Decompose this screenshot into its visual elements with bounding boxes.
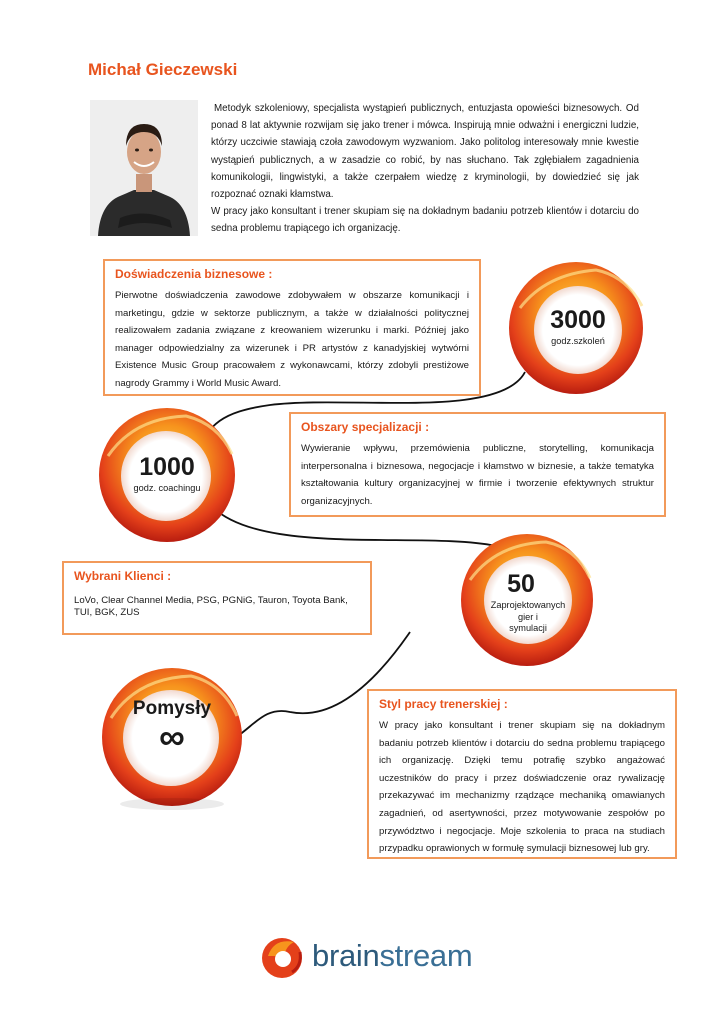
clients-body: LoVo, Clear Channel Media, PSG, PGNiG, Tauron, Toyota Bank, TUI, BGK, ZUS: [74, 595, 348, 618]
person-name: Michał Gieczewski: [88, 60, 238, 79]
stat-ring-games: [456, 530, 598, 670]
stat-value: 1000: [139, 453, 195, 481]
bio-paragraph: Metodyk szkoleniowy, specjalista wystąpień publicznych, entuzjasta opowieści biznesowych. Od ponad 8 lat aktywnie rozwijam się jako trener i mówca. Inspirują mnie odważni i energiczni ludzie, którzy uczciwie stawiają czoła zawodowym wyzwaniom. Jako politolog interesowały mnie kwestie wystąpień publicznych, a w zasadzie co robić, by nas słuchano. Tak zgłębiałem zagadnienia komunikologii, lingwistyki, a także czerpałem wiedzę z kryminologii, by dowiedzieć się jak rozpoznać oznaki kłamstwa.: [211, 103, 639, 201]
clients-box: [62, 561, 372, 635]
clients-title: Wybrani Klienci :: [74, 569, 172, 583]
style-title: Styl pracy trenerskiej :: [379, 697, 508, 711]
stat-ring-ideas: [97, 664, 247, 814]
style-body: W pracy jako konsultant i trener skupiam się na dokładnym badaniu potrzeb klientów i dotarciu do sedna problemu trapiącego ich organizację. Dzięki temu potrafię szybko angażować uczestników do pracy i przez doświadczenie oraz rywalizację przekazywać im mechanizmy rządzące mechaniką omawianych zagadnień, od asertywności, przez motywowanie zespołów po przywództwo i negocjacje. Moje szkolenia to praca na studiach przypadku oprawionych w formułę symulacji biznesowej lub gry.: [379, 720, 665, 855]
stat-value: 3000: [550, 306, 606, 334]
stat-label-line: symulacji: [509, 623, 547, 633]
experience-box: [103, 259, 481, 396]
logo-text-part: stream: [379, 938, 473, 973]
bio-paragraph: W pracy jako konsultant i trener skupiam się na dokładnym badaniu potrzeb klientów i dotarciu do sedna problemu trapiącego ich organizację.: [211, 206, 639, 235]
stat-ring-training: [506, 258, 650, 398]
stat-label-line: Zaprojektowanych: [490, 600, 566, 610]
specializations-box: [289, 412, 666, 517]
stat-label-line: gier i: [518, 611, 538, 622]
logo-text-part: brain: [312, 938, 380, 973]
specializations-title: Obszary specjalizacji :: [301, 420, 430, 434]
experience-body: Pierwotne doświadczenia zawodowe zdobywałem w obszarze komunikacji i marketingu, gdzie w sektorze publicznym, a także w działalności politycznej realizowałem zadania związane z kreowaniem wizerunku i marki. Później jako manager odpowiedzialny za wizerunek i PR artystów z kanadyjskiej wytwórni Existence Music Group pracowałem z wykonawcami, którzy zdobyli prestiżowe nagrody Grammy i World Music Award.: [115, 290, 469, 389]
stat-value: 50: [507, 570, 535, 598]
stat-value: Pomysły: [132, 698, 212, 719]
experience-title: Doświadczenia biznesowe :: [115, 267, 273, 281]
stat-ring-coaching: [94, 404, 240, 546]
stat-label: [476, 600, 580, 635]
brainstream-logo-icon: [258, 932, 308, 982]
brainstream-logo: [258, 932, 473, 982]
style-box: [367, 689, 677, 859]
brainstream-logo-text: [312, 938, 472, 974]
specializations-body: Wywieranie wpływu, przemówienia publiczne, storytelling, komunikacja interpersonalna i biznesowa, negocjacje i kłamstwo w biznesie, a także tematyka kształtowania kultury organizacyjnej w firmie i tworzenie efektywnych struktur organizacyjnych.: [301, 443, 654, 507]
stat-label: godz. coachingu: [133, 483, 201, 493]
stat-label: godz.szkoleń: [551, 336, 605, 346]
infinity-icon: ∞: [159, 716, 185, 757]
